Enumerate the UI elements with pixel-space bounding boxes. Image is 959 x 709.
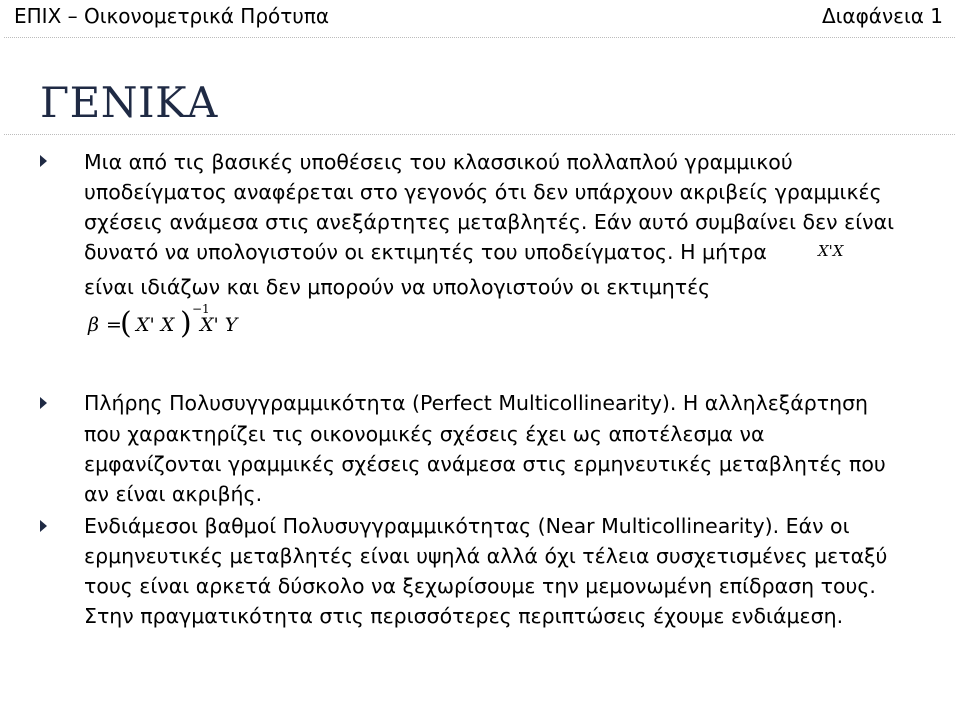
bullet-2-line-2: που χαρακτηρίζει τις οικονομικές σχέσεις έχει ως αποτέλεσμα να [84, 422, 765, 446]
header-divider [4, 37, 955, 38]
title-divider [4, 134, 955, 135]
bullet-1-line-4: δυνατό να υπολογιστούν οι εκτιμητές του υποδείγματος. Η μήτρα [84, 240, 767, 264]
formula-open-paren: ( [120, 306, 132, 341]
bullet-3-line-4: Στην πραγματικότητα στις περισσότερες περιπτώσεις έχουμε ενδιάμεση. [84, 604, 844, 628]
bullet-3-line-2: ερμηνευτικές μεταβλητές είναι υψηλά αλλά όχι τέλεια συσχετισμένες μεταξύ [84, 544, 888, 568]
bullet-1-line-1: Μια από τις βασικές υποθέσεις του κλασσικού πολλαπλού γραμμικού [84, 150, 793, 174]
bullet-2-line-3: εμφανίζονται γραμμικές σχέσεις ανάμεσα στις ερμηνευτικές μεταβλητές που [84, 452, 886, 476]
bullet-2-line-4: αν είναι ακριβής. [84, 482, 263, 506]
formula-exponent: −1 [192, 302, 210, 316]
bullet-1-line-5: είναι ιδιάζων και δεν μπορούν να υπολογιστούν οι εκτιμητές [84, 275, 711, 299]
bullet-1-line-3: σχέσεις ανάμεσα στις ανεξάρτητες μεταβλητές. Εάν αυτό συμβαίνει δεν είναι [84, 210, 895, 234]
formula-xtx: X' X [136, 314, 175, 336]
formula-beta: β [88, 314, 99, 336]
bullet-arrow-icon [40, 155, 47, 167]
bullet-2-line-1: Πλήρης Πολυσυγγραμμικότητα (Perfect Multicollinearity). Η αλληλεξάρτηση [84, 391, 869, 415]
formula-xty: X' Y [200, 314, 238, 336]
bullet-arrow-icon [40, 520, 47, 532]
slide-header [0, 0, 959, 36]
bullet-3-line-1: Ενδιάμεσοι βαθμοί Πολυσυγγραμμικότητας (Near Multicollinearity). Εάν οι [84, 514, 850, 538]
bullet-1-line-2: υποδείγματος αναφέρεται στο γεγονός ότι δεν υπάρχουν ακριβείς γραμμικές [84, 180, 882, 204]
bullet-arrow-icon [40, 397, 47, 409]
matrix-xtx-inline: X'X [818, 242, 844, 260]
slide-number: Διαφάνεια 1 [821, 4, 943, 28]
slide-title: ΓΕΝΙΚΑ [40, 78, 218, 127]
formula-equals: = [106, 314, 122, 336]
course-title: ΕΠΙΧ – Οικονομετρικά Πρότυπα [14, 4, 330, 28]
bullet-3-line-3: τους είναι αρκετά δύσκολο να ξεχωρίσουμε την μεμονωμένη επίδραση τους. [84, 574, 876, 598]
formula-close-paren: ) [180, 306, 192, 341]
